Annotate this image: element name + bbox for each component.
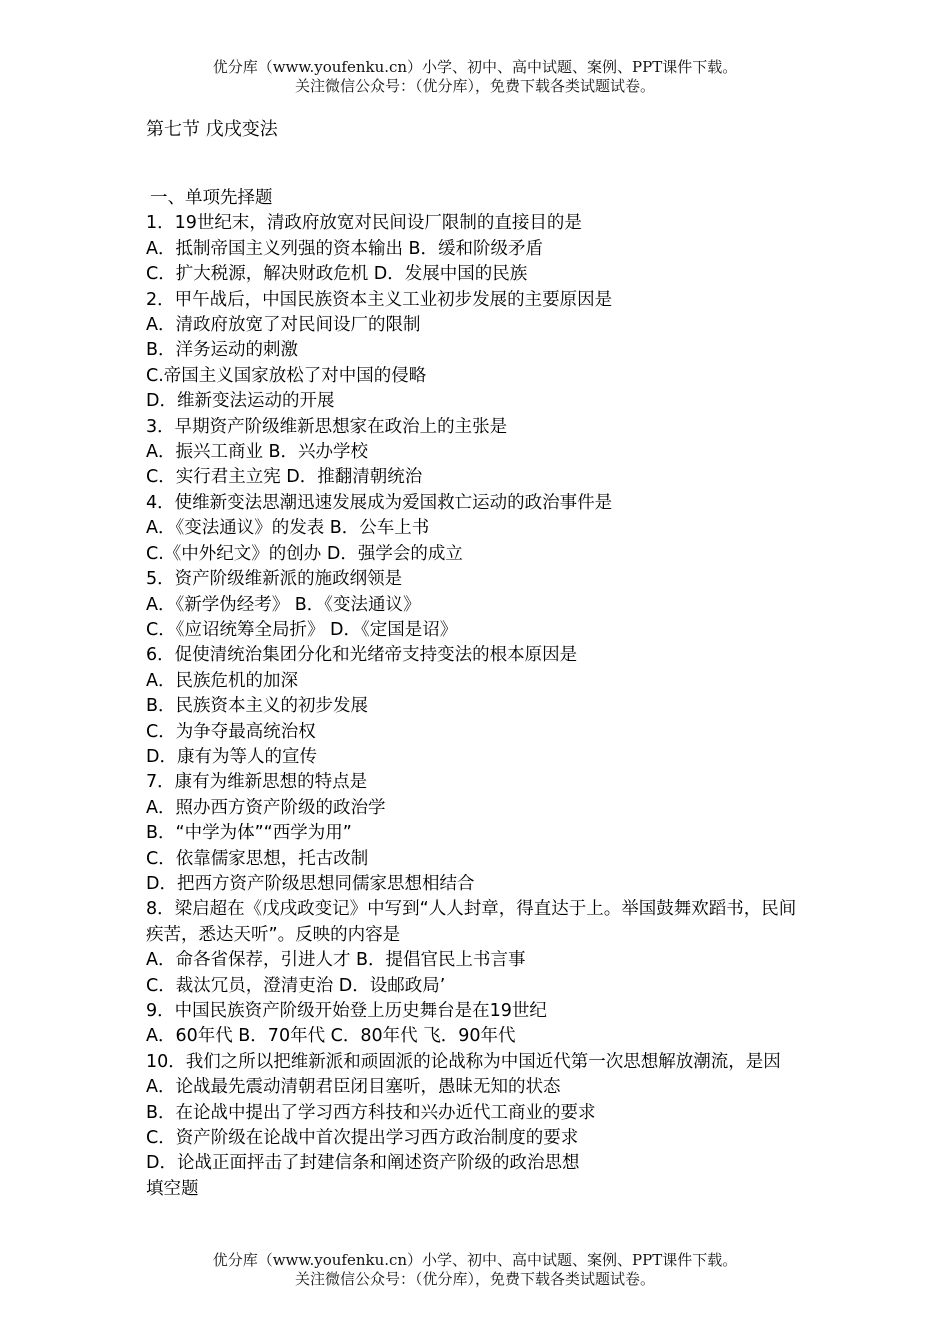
question-5: 5．资产阶级维新派的施政纲领是: [146, 569, 403, 590]
question-7-option-c: C．依靠儒家思想，托古改制: [146, 848, 369, 869]
question-list: [146, 186, 806, 1202]
question-2-option-c: C.帝国主义国家放松了对中国的侵略: [146, 365, 427, 386]
question-10-option-c: C．资产阶级在论战中首次提出学习西方政治制度的要求: [146, 1128, 579, 1149]
question-9: 9．中国民族资产阶级开始登上历史舞台是在19世纪: [146, 1001, 547, 1021]
question-10-option-b: B．在论战中提出了学习西方科技和兴办近代工商业的要求: [146, 1102, 596, 1123]
question-6-option-d: D．康有为等人的宣传: [146, 746, 317, 767]
question-1-options-ab: A．抵制帝国主义列强的资本输出 B．缓和阶级矛盾: [146, 238, 544, 259]
question-6-option-b: B．民族资本主义的初步发展: [146, 696, 369, 717]
question-3: 3．早期资产阶级维新思想家在政治上的主张是: [146, 416, 508, 437]
footer-line-1: 优分库（www.youfenku.cn）小学、初中、高中试题、案例、PPT课件下载。: [212, 1251, 738, 1269]
question-6-option-a: A．民族危机的加深: [146, 670, 298, 691]
header-line-2: 关注微信公众号：（优分库），免费下载各类试题试卷。: [294, 77, 655, 95]
question-7-option-b: B．“中学为体”“西学为用”: [146, 823, 352, 844]
question-10: 10．我们之所以把维新派和顽固派的论战称为中国近代第一次思想解放潮流，是因: [146, 1051, 781, 1072]
question-4-options-ab: A．《变法通议》的发表 B．公车上书: [146, 518, 430, 539]
question-9-options: A．60年代 B．70年代 C．80年代 飞．90年代: [146, 1026, 516, 1047]
fill-in-heading: 填空题: [146, 1178, 199, 1199]
question-7: 7．康有为维新思想的特点是: [146, 772, 368, 793]
footer-line-2: 关注微信公众号：（优分库），免费下载各类试题试卷。: [294, 1270, 655, 1288]
question-6: 6．促使清统治集团分化和光绪帝支持变法的根本原因是: [146, 645, 578, 666]
question-3-options-cd: C．实行君主立宪 D．推翻清朝统治: [146, 467, 423, 488]
question-8-options-ab: A．命各省保荐，引进人才 B．提倡官民上书言事: [146, 950, 526, 971]
question-8-options-cd: C．裁汰冗员，澄清吏治 D．设邮政局’: [146, 975, 446, 996]
question-1-options-cd: C．扩大税源，解决财政危机 D．发展中国的民族: [146, 264, 528, 285]
question-2-option-d: D．维新变法运动的开展: [146, 391, 335, 412]
page-footer: [0, 1251, 950, 1289]
section-heading: 一、单项先择题: [150, 188, 273, 208]
question-4: 4．使维新变法思潮迅速发展成为爱国救亡运动的政治事件是: [146, 492, 613, 513]
question-3-options-ab: A．振兴工商业 B．兴办学校: [146, 442, 369, 463]
question-6-option-c: C．为争夺最高统治权: [146, 721, 316, 742]
header-line-1: 优分库（www.youfenku.cn）小学、初中、高中试题、案例、PPT课件下载。: [212, 58, 738, 76]
question-4-options-cd: C.《中外纪文》的创办 D．强学会的成立: [146, 543, 463, 564]
page-header: [0, 58, 950, 96]
question-5-options-ab: A．《新学伪经考》 B．《变法通议》: [146, 594, 421, 615]
question-8: 8．梁启超在《戊戌政变记》中写到“人人封章，得直达于上。举国鼓舞欢蹈书，民间疾苦，悉达天听”。反映的内容是: [146, 899, 797, 945]
question-10-option-d: D．论战正面抨击了封建信条和阐述资产阶级的政治思想: [146, 1153, 580, 1174]
question-7-option-d: D．把西方资产阶级思想同儒家思想相结合: [146, 873, 475, 894]
question-2-option-a: A．清政府放宽了对民间设厂的限制: [146, 315, 421, 336]
question-2-option-b: B．洋务运动的刺激: [146, 340, 299, 361]
page-title: 第七节 戊戌变法: [146, 119, 278, 140]
question-5-options-cd: C．《应诏统筹全局折》 D．《定国是诏》: [146, 619, 458, 640]
question-10-option-a: A．论战最先震动清朝君臣闭目塞听，愚昧无知的状态: [146, 1077, 561, 1098]
question-2: 2．甲午战后，中国民族资本主义工业初步发展的主要原因是: [146, 289, 613, 310]
question-7-option-a: A．照办西方资产阶级的政治学: [146, 797, 386, 818]
question-1: 1．19世纪末，清政府放宽对民间设厂限制的直接目的是: [146, 213, 582, 234]
